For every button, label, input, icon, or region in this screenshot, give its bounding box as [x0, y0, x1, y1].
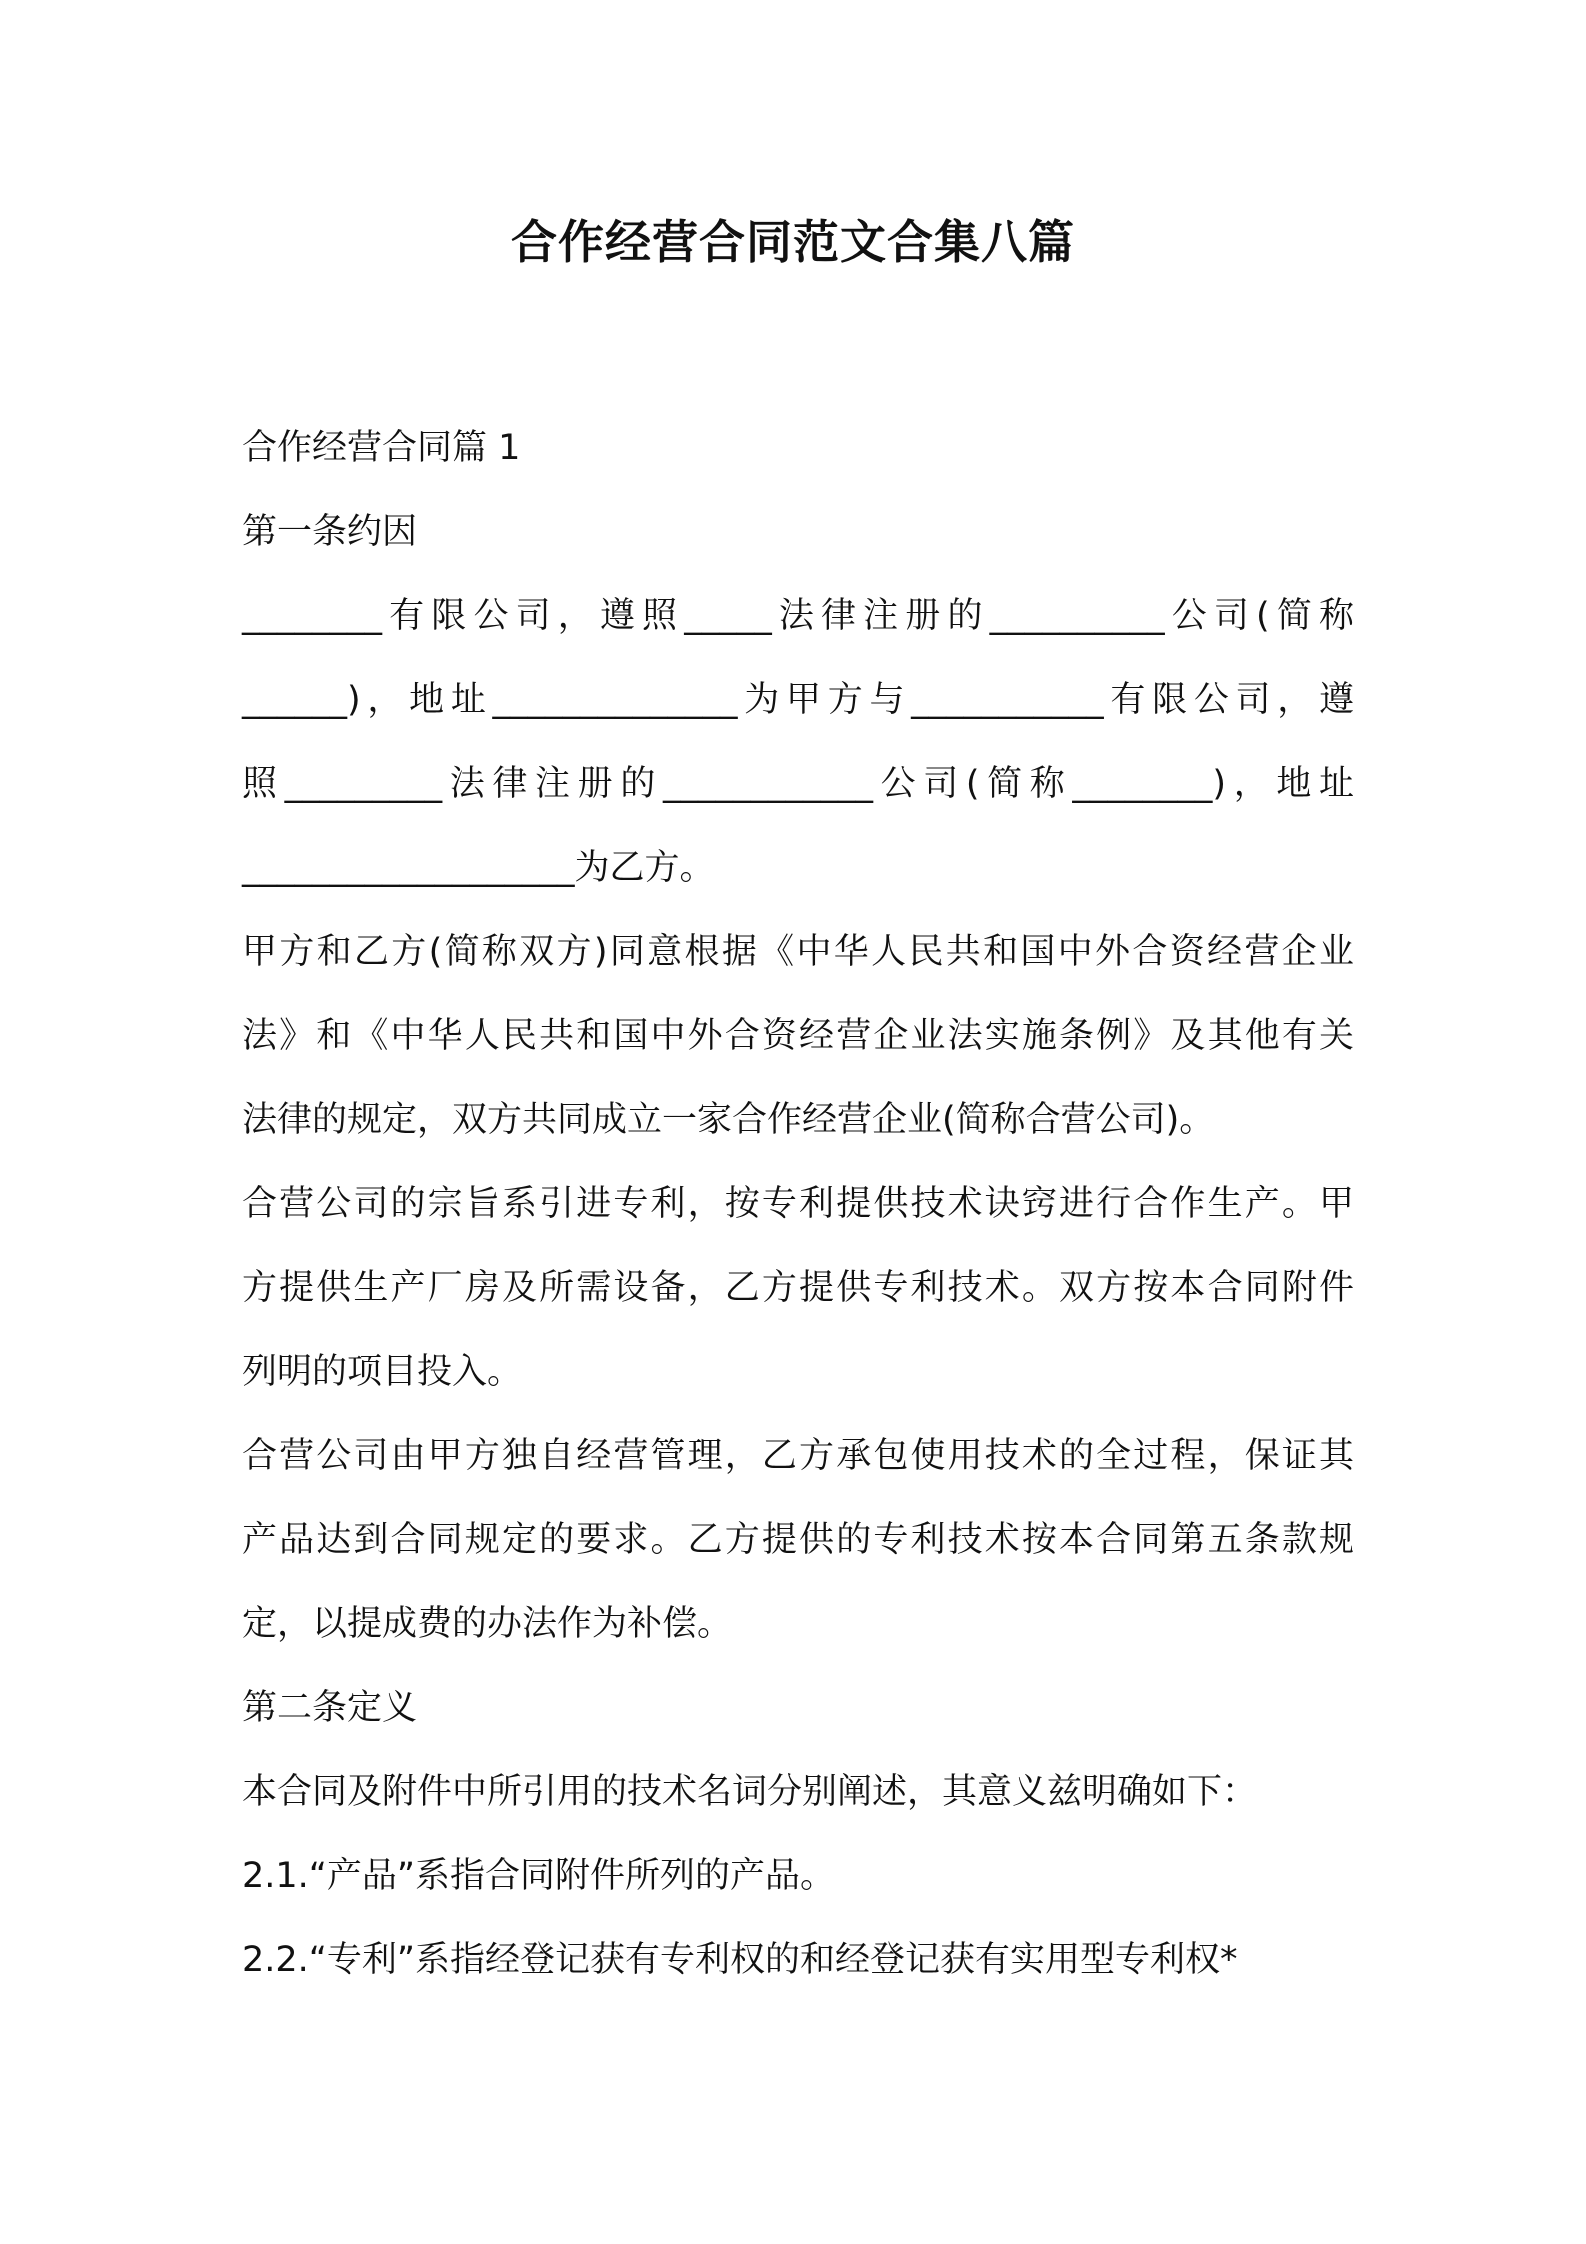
- clause-line: 2.2.“专利”系指经登记获有专利权的和经登记获有实用型专利权*: [242, 1940, 1238, 1980]
- paragraph-line: 法》和《中华人民共和国中外合资经营企业法实施条例》及其他有关: [242, 1016, 1354, 1056]
- paragraph-line: 合营公司由甲方独自经营管理，乙方承包使用技术的全过程，保证其: [242, 1436, 1354, 1476]
- document-body: [242, 406, 1354, 2002]
- clause-line: 2.1.“产品”系指合同附件所列的产品。: [242, 1856, 836, 1896]
- document-title: 合作经营合同范文合集八篇: [511, 215, 1075, 269]
- article-heading: 第一条约因: [242, 512, 418, 552]
- paragraph-line: 产品达到合同规定的要求。乙方提供的专利技术按本合同第五条款规: [242, 1520, 1354, 1560]
- paragraph-line: 合营公司的宗旨系引进专利，按专利提供技术诀窍进行合作生产。甲: [242, 1184, 1354, 1224]
- paragraph-line: 定，以提成费的办法作为补偿。: [242, 1604, 733, 1644]
- paragraph-line: 法律的规定，双方共同成立一家合作经营企业(简称合营公司)。: [242, 1100, 1215, 1140]
- paragraph-line: 照_________法律注册的____________公司(简称________)，地址: [242, 764, 1354, 804]
- paragraph-line: 列明的项目投入。: [242, 1352, 523, 1392]
- paragraph-line: ________有限公司，遵照_____法律注册的__________公司(简称: [242, 596, 1354, 636]
- article-heading: 第二条定义: [242, 1688, 418, 1728]
- paragraph-line: ______)，地址______________为甲方与___________有限公司，遵: [242, 680, 1354, 720]
- paragraph-line: 方提供生产厂房及所需设备，乙方提供专利技术。双方按本合同附件: [242, 1268, 1354, 1308]
- paragraph-line: 本合同及附件中所引用的技术名词分别阐述，其意义兹明确如下：: [242, 1772, 1258, 1812]
- paragraph-line: ___________________为乙方。: [242, 848, 715, 888]
- section-heading: 合作经营合同篇 1: [242, 428, 521, 468]
- paragraph-line: 甲方和乙方(简称双方)同意根据《中华人民共和国中外合资经营企业: [242, 932, 1354, 972]
